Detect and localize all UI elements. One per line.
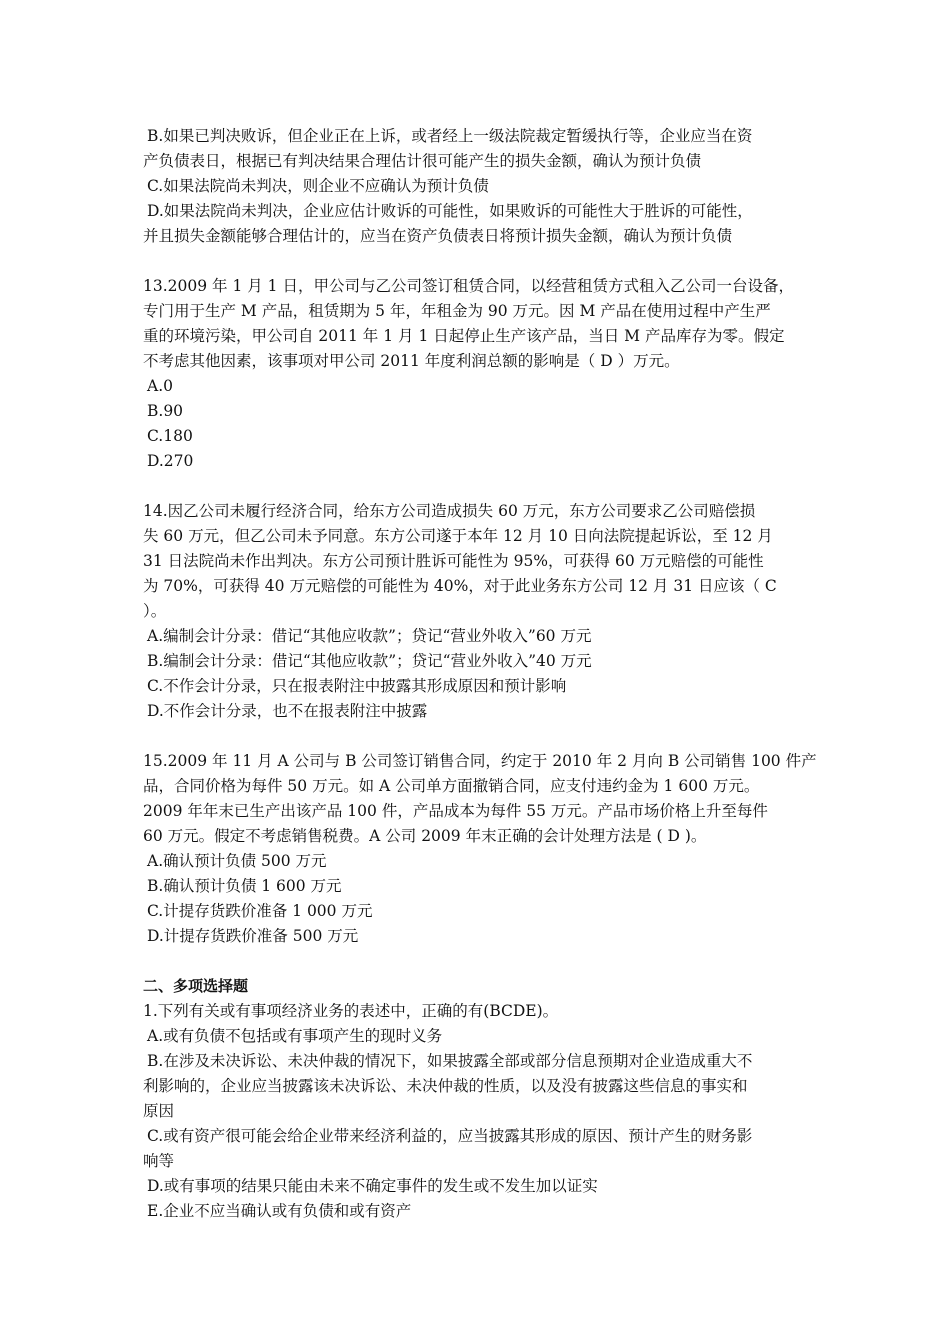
s2-q1-option-a: A.或有负债不包括或有事项产生的现时义务 — [147, 1027, 443, 1045]
question-13 — [143, 274, 813, 474]
q13-stem-line: 重的环境污染，甲公司自 2011 年 1 月 1 日起停止生产该产品，当日 M 产品库存为零。假定 — [143, 327, 785, 345]
q14-option-a: A.编制会计分录：借记“其他应收款”；贷记“营业外收入”60 万元 — [147, 627, 592, 645]
s2-q1-option-d: D.或有事项的结果只能由未来不确定事件的发生或不发生加以证实 — [147, 1177, 598, 1195]
q14-option-b: B.编制会计分录：借记“其他应收款”；贷记“营业外收入”40 万元 — [147, 652, 592, 670]
q13-option-b: B.90 — [147, 402, 184, 420]
q15-option-c: C.计提存货跌价准备 1 000 万元 — [147, 902, 373, 920]
q15-option-d: D.计提存货跌价准备 500 万元 — [147, 927, 359, 945]
s2-q1-option-b-line2: 利影响的，企业应当披露该未决诉讼、未决仲裁的性质，以及没有披露这些信息的事实和 — [143, 1077, 748, 1095]
q14-option-d: D.不作会计分录，也不在报表附注中披露 — [147, 702, 428, 720]
section-heading: 二、多项选择题 — [143, 977, 249, 995]
question-15 — [143, 749, 817, 949]
q14-option-c: C.不作会计分录，只在报表附注中披露其形成原因和预计影响 — [147, 677, 567, 695]
q13-option-d: D.270 — [147, 452, 194, 470]
q14-stem-line: 31 日法院尚未作出判决。东方公司预计胜诉可能性为 95%，可获得 60 万元赔偿的可能性 — [143, 552, 764, 570]
q15-stem-line: 2009 年年末已生产出该产品 100 件，产品成本为每件 55 万元。产品市场价格上升至每件 — [143, 802, 768, 820]
q12-option-b-line2: 产负债表日，根据已有判决结果合理估计很可能产生的损失金额，确认为预计负债 — [143, 152, 702, 170]
s2-q1-option-b-line3: 原因 — [143, 1102, 175, 1120]
q14-stem-line: 失 60 万元，但乙公司未予同意。东方公司遂于本年 12 月 10 日向法院提起诉讼，至 12 月 — [143, 527, 773, 545]
q14-stem-line: 14.因乙公司未履行经济合同，给东方公司造成损失 60 万元，东方公司要求乙公司赔偿损 — [143, 502, 756, 520]
q13-option-c: C.180 — [147, 427, 193, 445]
document-content — [143, 124, 817, 1224]
s2-q1-option-b-line1: B.在涉及未决诉讼、未决仲裁的情况下，如果披露全部或部分信息预期对企业造成重大不 — [147, 1052, 753, 1070]
q15-option-a: A.确认预计负债 500 万元 — [147, 852, 327, 870]
q12-option-d-line1: D.如果法院尚未判决，企业应估计败诉的可能性，如果败诉的可能性大于胜诉的可能性， — [147, 202, 753, 220]
q13-stem-line: 13.2009 年 1 月 1 日，甲公司与乙公司签订租赁合同，以经营租赁方式租入乙公司一台设备， — [143, 277, 794, 295]
q15-stem-line: 品，合同价格为每件 50 万元。如 A 公司单方面撤销合同，应支付违约金为 1 600 万元。 — [143, 777, 760, 795]
q13-option-a: A.0 — [147, 377, 173, 395]
question-14 — [143, 499, 813, 724]
s2-q1-option-c-line2: 响等 — [143, 1152, 175, 1170]
s2-q1-option-e: E.企业不应当确认或有负债和或有资产 — [147, 1202, 412, 1220]
q14-stem-line: 为 70%，可获得 40 万元赔偿的可能性为 40%，对于此业务东方公司 12 月 31 日应该（ C — [143, 577, 777, 595]
section-multiple-choice — [143, 974, 813, 1224]
q15-stem-line: 15.2009 年 11 月 A 公司与 B 公司签订销售合同，约定于 2010 年 2 月向 B 公司销售 100 件产 — [143, 752, 817, 770]
q12-option-b-line1: B.如果已判决败诉，但企业正在上诉，或者经上一级法院裁定暂缓执行等，企业应当在资 — [147, 127, 753, 145]
q12-option-d-line2: 并且损失金额能够合理估计的，应当在资产负债表日将预计损失金额，确认为预计负债 — [143, 227, 733, 245]
q15-stem-line: 60 万元。假定不考虑销售税费。A 公司 2009 年末正确的会计处理方法是 ( D )。 — [143, 827, 707, 845]
q15-option-b: B.确认预计负债 1 600 万元 — [147, 877, 342, 895]
q13-stem-line: 不考虑其他因素，该事项对甲公司 2011 年度利润总额的影响是（ D ）万元。 — [143, 352, 680, 370]
question-12-tail — [143, 124, 813, 249]
s2-q1-stem: 1.下列有关或有事项经济业务的表述中，正确的有(BCDE)。 — [143, 1002, 559, 1020]
q14-stem-line: ）。 — [143, 602, 167, 620]
q13-stem-line: 专门用于生产 M 产品，租赁期为 5 年，年租金为 90 万元。因 M 产品在使用过程中产生严 — [143, 302, 771, 320]
q12-option-c: C.如果法院尚未判决，则企业不应确认为预计负债 — [147, 177, 489, 195]
s2-q1-option-c-line1: C.或有资产很可能会给企业带来经济利益的，应当披露其形成的原因、预计产生的财务影 — [147, 1127, 753, 1145]
